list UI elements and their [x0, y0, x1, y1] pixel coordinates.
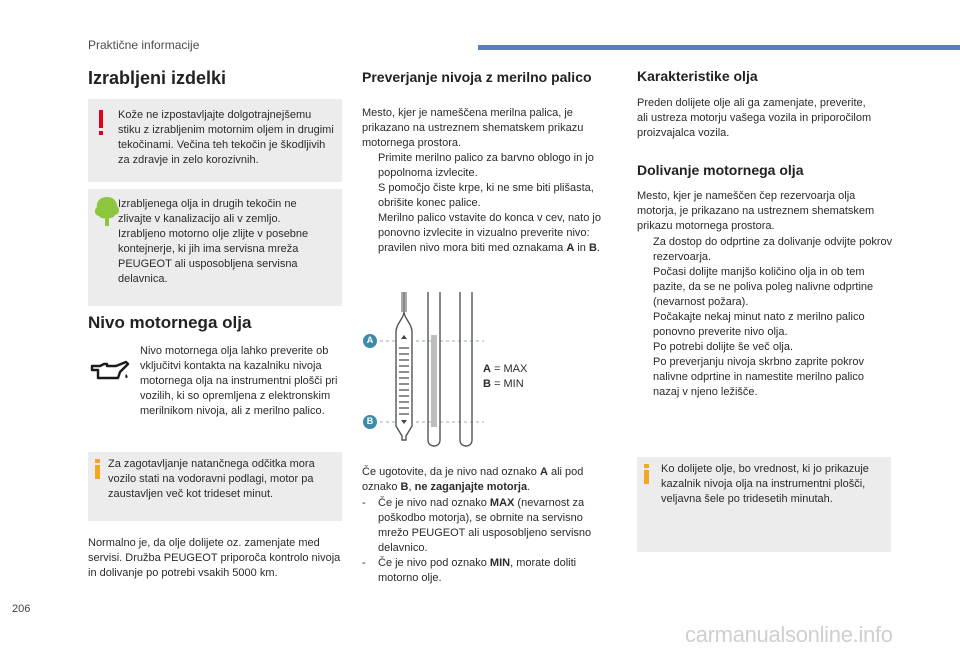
- step-text-in: in: [574, 242, 589, 254]
- legend-a-letter: A: [483, 363, 491, 375]
- watermark: carmanualsonline.info: [685, 622, 893, 647]
- environment-line: delavnica.: [118, 273, 168, 285]
- list-item: [637, 265, 893, 310]
- list-item: [362, 556, 616, 586]
- list-item: [637, 310, 893, 340]
- dash-marker: -: [362, 497, 366, 509]
- level-text-4: .: [527, 481, 531, 493]
- environment-box: [88, 189, 342, 306]
- list-item: [362, 211, 616, 256]
- environment-line: Izrabljeno motorno olje zlijte v posebne: [118, 228, 309, 240]
- topup-steps: [637, 235, 893, 400]
- title-dipstick-check: Preverjanje nivoja z merilno palico: [362, 69, 592, 85]
- dash-text-4: , morate doliti motorno olje.: [378, 557, 577, 584]
- oil-service-text: Normalno je, da olje dolijete oz. zamenjate med servisi. Družba PEUGEOT priporoča kontrolo nivoja in dolivanje po potrebi vsakih 5000 km.: [88, 537, 341, 579]
- info-text-topup: Ko dolijete olje, bo vrednost, ki jo prikazuje kazalnik nivoja olja na instrumentni plošči, veljavna šele po tridesetih minutah.: [661, 463, 869, 505]
- level-text-3: ,: [408, 481, 415, 493]
- dipstick-steps: [362, 151, 616, 256]
- section-header: Praktične informacije: [88, 38, 200, 52]
- step-text-end: .: [596, 242, 600, 254]
- page-number: 206: [12, 603, 31, 615]
- list-item: [362, 181, 616, 211]
- oil-level-gauge-text: Nivo motornega olja lahko preverite ob vključitvi kontakta na kazalniku nivoja motornega olja na instrumentni plošči pri vozilih, ki so opremljena z elektronskim merilnikom nivoja, ali z merilno palico.: [140, 345, 338, 417]
- list-item: [362, 151, 616, 181]
- title-oil-topup: Dolivanje motornega olja: [637, 162, 804, 178]
- warning-text: Kože ne izpostavljajte dolgotrajnejšemu stiku z izrabljenim motornim oljem in drugimi tekočinami. Večina teh tekočin je škodljivih za zdravje in zelo korozivnih.: [118, 109, 334, 166]
- title-used-products: Izrabljeni izdelki: [88, 68, 227, 88]
- info-box-topup: [637, 457, 891, 552]
- level-text-2: ali pod oznako: [362, 466, 584, 493]
- dipstick-illustration: [362, 290, 492, 460]
- label-b: B: [366, 416, 374, 426]
- step-text: Po preverjanju nivoja skrbno zaprite pokrov nalivne odprtine in namestite merilno palico nazaj v njeno ležišče.: [653, 356, 864, 398]
- dipstick-intro: Mesto, kjer je nameščena merilna palica, je prikazano na ustreznem shematskem prikazu motornega prostora.: [362, 107, 584, 149]
- list-item: [637, 235, 893, 265]
- level-text-warning: ne zaganjajte motorja: [414, 481, 528, 493]
- environment-text: [118, 197, 338, 287]
- header-accent-bar: [478, 45, 960, 50]
- environment-line: kontejnerje, ki jih ima servisna mreža: [118, 243, 299, 255]
- title-oil-level: Nivo motornega olja: [88, 313, 252, 332]
- dash-text-3: Če je nivo pod oznako: [378, 557, 490, 569]
- dash-max: MAX: [489, 497, 515, 509]
- dash-marker: -: [362, 557, 366, 569]
- step-text: Primite merilno palico za barvno oblogo in jo popolnoma izvlecite.: [378, 152, 594, 179]
- dipstick-legend: [483, 362, 527, 392]
- list-item: [362, 496, 616, 556]
- dash-min: MIN: [489, 557, 511, 569]
- dash-text-1: Če je nivo nad oznako: [378, 497, 490, 509]
- label-a: A: [366, 335, 374, 345]
- step-text: S pomočjo čiste krpe, ki ne sme biti plišasta, obrišite konec palice.: [378, 182, 594, 209]
- oil-characteristics-text: Preden dolijete olje ali ga zamenjate, preverite, ali ustreza motorju vašega vozila in priporočilom proizvajalca vozila.: [637, 97, 872, 139]
- step-text: Po potrebi dolijte še več olja.: [653, 341, 794, 353]
- mark-a-ref: A: [566, 242, 575, 254]
- info-icon: [95, 459, 101, 479]
- info-text-level: Za zagotavljanje natančnega odčitka mora vozilo stati na vodoravni podlagi, motor pa zaustavljen več kot trideset minut.: [108, 458, 315, 500]
- warning-box: [88, 99, 342, 182]
- level-text-b: B: [400, 481, 409, 493]
- level-text-1: Če ugotovite, da je nivo nad oznako: [362, 466, 540, 478]
- list-item: [637, 340, 893, 355]
- environment-line: PEUGEOT ali usposobljena servisna: [118, 258, 298, 270]
- info-box-level: [88, 452, 342, 521]
- step-text: Merilno palico vstavite do konca v cev, nato jo ponovno izvlecite in vizualno preverite nivo: pravilen nivo mora biti med oznakama: [378, 212, 601, 254]
- environment-tree-icon: [94, 196, 120, 228]
- step-text: Za dostop do odprtine za dolivanje odvijte pokrov rezervoarja.: [653, 236, 893, 263]
- warning-icon: [97, 110, 105, 138]
- step-text: Počakajte nekaj minut nato z merilno palico ponovno preverite nivo olja.: [653, 311, 865, 338]
- dash-text-2: (nevarnost za poškodbo motorja), se obrnite na servisno mrežo PEUGEOT ali usposobljeno servisno delavnico.: [378, 497, 592, 554]
- legend-b-text: = MIN: [490, 378, 524, 390]
- oil-can-icon: [90, 360, 130, 384]
- level-text-a: A: [539, 466, 548, 478]
- step-text: Počasi dolijte manjšo količino olja in ob tem pazite, da se ne poliva poleg nalivne odprtine (nevarnost požara).: [653, 266, 874, 308]
- level-outside-range-text: [362, 465, 616, 495]
- legend-b-letter: B: [483, 378, 491, 390]
- topup-intro: Mesto, kjer je nameščen čep rezervoarja olja motorja, je prikazano na ustreznem shematskem prikazu motornega prostora.: [637, 190, 875, 232]
- environment-line: zlivajte v kanalizacijo ali v zemljo.: [118, 213, 281, 225]
- level-dash-list: [362, 496, 616, 586]
- list-item: [637, 355, 893, 400]
- column-1: [88, 60, 342, 88]
- legend-a-text: = MAX: [490, 363, 528, 375]
- mark-b-ref: B: [588, 242, 597, 254]
- info-icon: [644, 464, 650, 484]
- environment-line: Izrabljenega olja in drugih tekočin ne: [118, 198, 297, 210]
- title-oil-characteristics: Karakteristike olja: [637, 68, 758, 84]
